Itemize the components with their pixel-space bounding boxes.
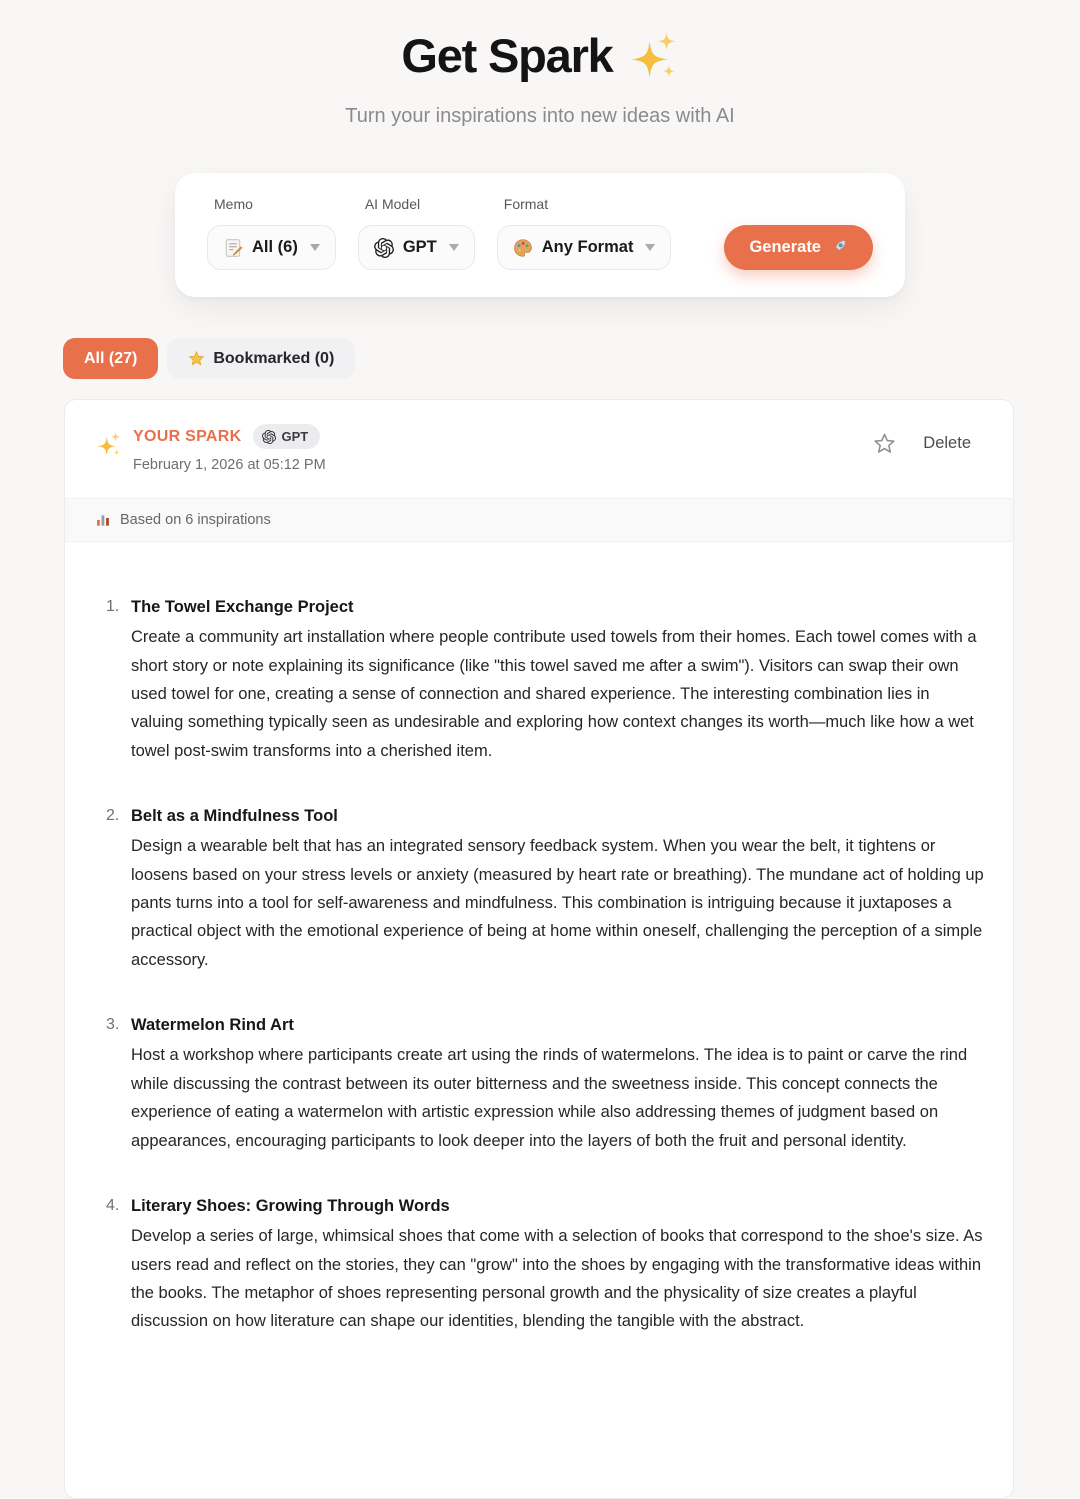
list-item (106, 1193, 985, 1336)
bar-chart-icon (95, 512, 111, 528)
inspirations-meta-bar (65, 498, 1013, 542)
page-subtitle: Turn your inspirations into new ideas with AI (345, 105, 735, 127)
sparkles-icon (95, 431, 122, 458)
idea-number: 3. (106, 1016, 120, 1034)
generate-button[interactable] (724, 225, 873, 270)
tab-all-label: All (27) (84, 349, 138, 367)
inspirations-meta-text: Based on 6 inspirations (120, 512, 271, 528)
idea-number: 1. (106, 598, 120, 615)
idea-title: Watermelon Rind Art (131, 1016, 294, 1035)
memo-value: All (6) (252, 238, 298, 256)
star-outline-icon (873, 432, 896, 455)
chevron-down-icon (310, 244, 320, 251)
memo-dropdown[interactable] (207, 225, 336, 270)
tab-all[interactable] (63, 338, 158, 379)
tab-bookmarked-label: Bookmarked (0) (213, 349, 335, 367)
openai-icon (374, 238, 394, 258)
card-title: YOUR SPARK (133, 427, 242, 445)
ai-model-label: AI Model (364, 196, 421, 212)
page-title (0, 28, 1080, 83)
memo-icon (223, 238, 243, 258)
bookmark-star-button[interactable] (873, 432, 896, 455)
palette-icon (513, 238, 533, 258)
format-dropdown[interactable] (497, 225, 672, 270)
idea-title: Belt as a Mindfulness Tool (131, 807, 338, 826)
filter-tabs (63, 338, 1080, 379)
idea-number: 4. (106, 1196, 120, 1214)
ai-model-control (358, 196, 475, 270)
delete-button[interactable]: Delete (923, 434, 971, 452)
card-timestamp: February 1, 2026 at 05:12 PM (133, 457, 326, 473)
idea-title: The Towel Exchange Project (131, 598, 354, 616)
model-badge (253, 424, 321, 449)
generate-label: Generate (749, 238, 821, 256)
openai-icon (262, 430, 276, 444)
spark-card (64, 399, 1014, 1499)
page-title-text: Get Spark (401, 29, 613, 82)
format-label: Format (503, 196, 549, 212)
idea-number: 2. (106, 807, 120, 825)
ai-model-dropdown[interactable] (358, 225, 475, 270)
card-header-actions (873, 432, 971, 455)
ideas-list (65, 542, 1013, 1404)
rocket-icon (829, 238, 848, 257)
model-badge-label: GPT (281, 429, 309, 444)
list-item (106, 803, 985, 974)
gold-star-icon (188, 350, 205, 367)
format-value: Any Format (541, 238, 634, 256)
control-panel (175, 173, 905, 297)
idea-body: Host a workshop where participants create art using the rinds of watermelons. The idea is to paint or carve the rind while discussing the contrast between its outer bitterness and the sweetness inside. This concept connects the experience of eating a watermelon with artistic expression while also addressing themes of judgment based on appearances, encouraging participants to look deeper into the layers of both the fruit and personal identity. (131, 1046, 968, 1150)
chevron-down-icon (645, 244, 655, 251)
idea-body: Create a community art installation where people contribute used towels from their homes. Each towel comes with a short story or note explaining its significance (like "this towel saved me after a swim"). Visitors can swap their own used towel for one, creating a sense of connection and shared experience. The interesting combination lies in valuing something typically seen as undesirable and exploring how context changes its worth—much like how a wet towel post-swim transforms into a cherished item. (131, 628, 977, 760)
memo-label: Memo (214, 196, 253, 212)
card-header (65, 400, 1013, 498)
memo-control (207, 196, 336, 270)
list-item (106, 594, 985, 765)
tab-bookmarked[interactable] (167, 338, 355, 379)
idea-title: Literary Shoes: Growing Through Words (131, 1196, 450, 1215)
ai-model-value: GPT (402, 238, 437, 256)
list-item (106, 1012, 985, 1155)
chevron-down-icon (449, 244, 459, 251)
idea-body: Design a wearable belt that has an integrated sensory feedback system. When you wear the belt, it tightens or loosens based on your stress levels or anxiety (measured by heart rate or breathing). The mundane act of holding up pants turns into a tool for self-awareness and mindfulness. This combination is intriguing because it juxtaposes a practical object with the emotional experience of being at home within oneself, challenging the perception of a simple accessory. (131, 837, 984, 969)
sparkles-icon (627, 30, 679, 82)
format-control (497, 196, 672, 270)
card-header-left (95, 424, 326, 473)
idea-body: Develop a series of large, whimsical shoes that come with a selection of books that correspond to the shoe's size. As users read and reflect on the stories, they can "grow" into the shoes by engaging with the transformative ideas within the books. The metaphor of shoes representing personal growth and the physicality of size creates a playful discussion on how literature can shape our identities, blending the tangible with the abstract. (131, 1227, 983, 1331)
